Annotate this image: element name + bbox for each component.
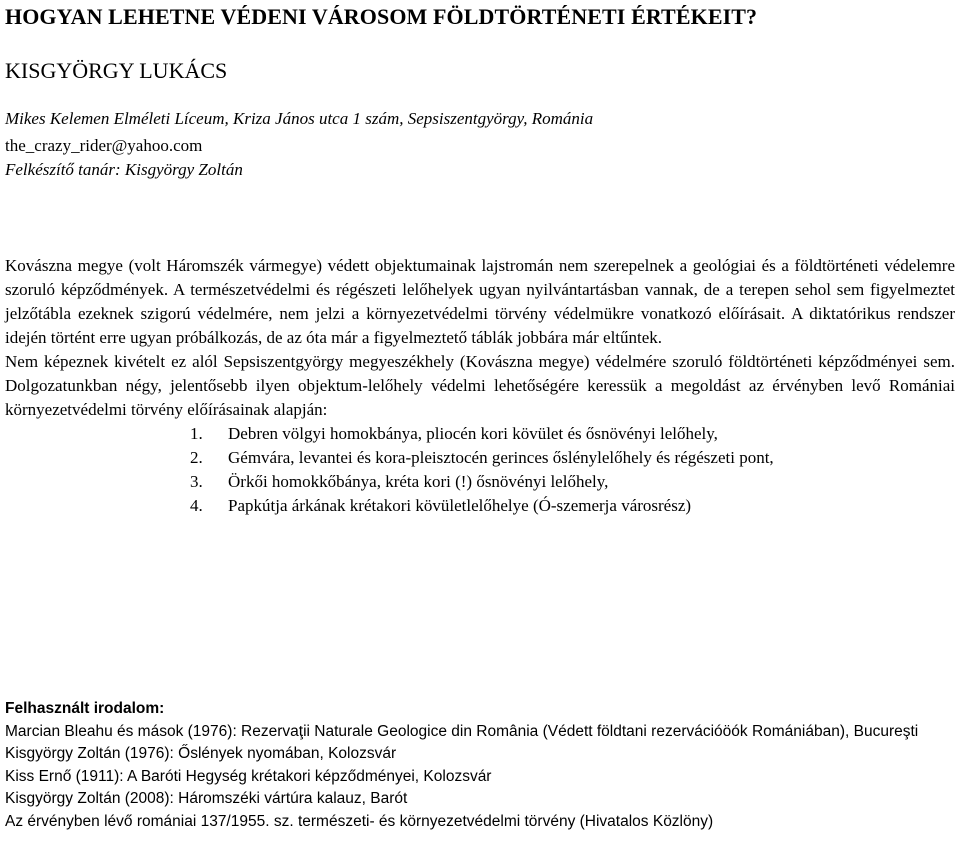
reference-item: Kiss Ernő (1911): A Baróti Hegység krétakori képződményei, Kolozsvár <box>5 767 492 785</box>
reference-item: Az érvényben lévő romániai 137/1955. sz. természeti- és környezetvédelmi törvény (Hivatalos Közlöny) <box>5 812 714 830</box>
list-item-text: Gémvára, levantei és kora-pleisztocén gerinces őslénylelőhely és régészeti pont, <box>228 448 774 467</box>
list-item-number: 4. <box>190 496 203 515</box>
list-item-number: 2. <box>190 448 203 467</box>
list-item <box>5 494 955 518</box>
institution-line: Mikes Kelemen Elméleti Líceum, Kriza János utca 1 szám, Sepsiszentgyörgy, Románia <box>5 109 594 128</box>
author-name: KISGYÖRGY LUKÁCS <box>5 58 228 83</box>
references-heading: Felhasznált irodalom: <box>5 700 165 717</box>
abstract-paragraph-1: Kovászna megye (volt Háromszék vármegye) védett objektumainak lajstromán nem szerepelnek a geológiai és a földtörténeti védelemre szoruló képződmények. A természetvédelmi és régészeti lelőhelyek ugyan nyilvántartásban vannak, de a terepen sehol sem figyelmeztet jelzőtábla ezeknek szigorú védelmére, nem jelzi a környezetvédelmi törvény védelmükre vonatkozó előírásait. A diktatórikus rendszer idején történt erre ugyan próbálkozás, de az óta már a figyelmeztető táblák jobbára már eltűntek. <box>5 256 955 347</box>
list-item <box>5 422 955 446</box>
list-item <box>5 470 955 494</box>
list-item-text: Örkői homokkőbánya, kréta kori (!) ősnövényi lelőhely, <box>228 472 609 491</box>
list-item-number: 3. <box>190 472 203 491</box>
list-item <box>5 446 955 470</box>
abstract-paragraph-2: Nem képeznek kivételt ez alól Sepsiszentgyörgy megyeszékhely (Kovászna megye) védelmére szoruló földtörténeti képződményei sem. Dolgozatunkban négy, jelentősebb ilyen objektum-lelőhely védelmi lehetőségére keressük a megoldást az érvényben levő Romániai környezetvédelmi törvény előírásainak alapján: <box>5 352 955 419</box>
list-item-number: 1. <box>190 424 203 443</box>
list-item-text: Debren völgyi homokbánya, pliocén kori kövület és ősnövényi lelőhely, <box>228 424 718 443</box>
references-section <box>5 698 960 833</box>
reference-item: Kisgyörgy Zoltán (1976): Őslények nyomában, Kolozsvár <box>5 745 397 762</box>
reference-item: Marcian Bleahu és mások (1976): Rezervaţii Naturale Geologice din România (Védett földtani rezervációöók Romániában), Bucureşti <box>5 722 919 740</box>
abstract-section <box>5 254 955 518</box>
teacher-line: Felkészítő tanár: Kisgyörgy Zoltán <box>5 160 243 179</box>
reference-item: Kisgyörgy Zoltán (2008): Háromszéki vártúra kalauz, Barót <box>5 790 408 807</box>
site-list <box>5 422 955 518</box>
document-title: HOGYAN LEHETNE VÉDENI VÁROSOM FÖLDTÖRTÉNETI ÉRTÉKEIT? <box>5 4 758 29</box>
author-email: the_crazy_rider@yahoo.com <box>5 136 203 155</box>
list-item-text: Papkútja árkának krétakori kövületlelőhelye (Ó-szemerja városrész) <box>228 496 692 515</box>
